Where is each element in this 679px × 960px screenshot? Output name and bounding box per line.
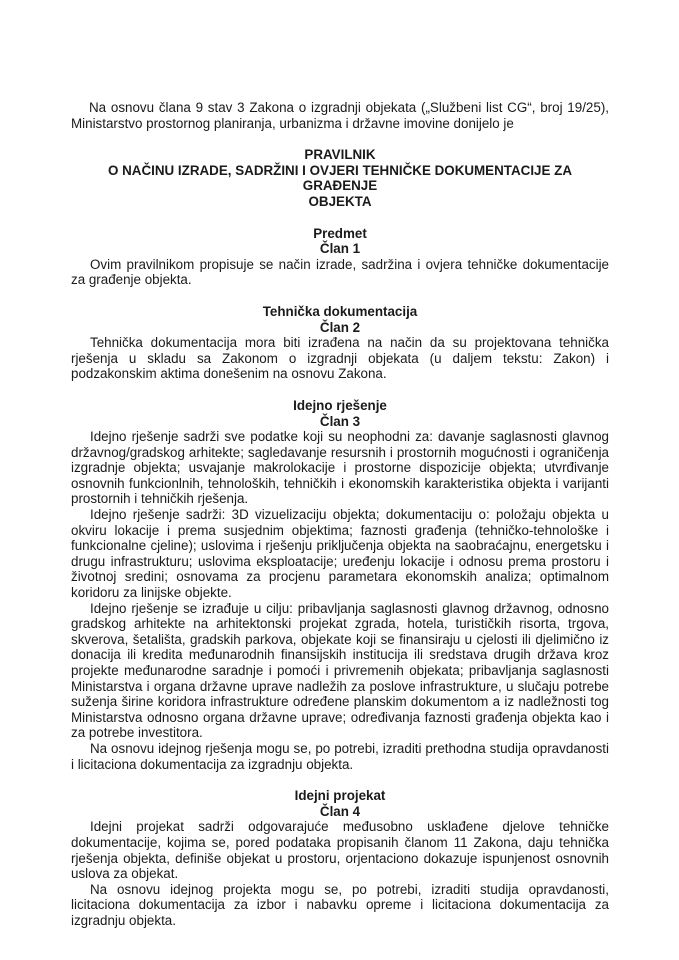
section-heading: Idejni projekat [294,788,386,804]
title-line: OBJEKTA [308,193,372,209]
paragraph: Tehnička dokumentacija mora biti izrađena na način da su projektovana tehnička rješenja u skladu sa Zakonom o izgradnji objekata (u daljem tekstu: Zakon) i podzakonskim aktima donešenim na osnovu Zakona. [71,335,609,382]
paragraph: Idejno rješenje sadrži sve podatke koji su neophodni za: davanje saglasnosti glavnog državnog/gradskog arhitekte; sagledavanje resursnih i prostornih mogućnosti i ograničenja izgradnje objekta; usvajanje makrolokacije i prostorne dispozicije objekta; utvrđivanje osnovnih funkcionlnih, tehnoloških, tehničkih i ekonomskih karakteristika objekta i varijanti prostornih i tehničkih rješenja. [71,429,609,507]
preamble: Na osnovu člana 9 stav 3 Zakona o izgradnji objekata („Službeni list CG“, broj 19/25), Ministarstvo prostornog planiranja, urbanizma i državne imovine donijelo je [71,100,609,131]
title-line: O NAČINU IZRADE, SADRŽINI I OVJERI TEHNIČKE DOKUMENTACIJE ZA GRAĐENJE [108,162,572,194]
section-idejni-projekat [71,788,609,928]
section-predmet [71,226,609,288]
article-number: Član 3 [319,413,361,429]
paragraph: Na osnovu idejnog projekta mogu se, po potrebi, izraditi studija opravdanosti, licitaciona dokumentacija za izbor i nabavku opreme i licitaciona dokumentacija za izgradnju objekta. [71,881,609,928]
title-line: PRAVILNIK [304,147,376,163]
document-page [71,100,609,929]
paragraph: Idejno rješenje se izrađuje u cilju: pribavljanja saglasnosti glavnog državnog, odnosno gradskog arhitekte na arhitektonski projekat zgrada, hotela, turističkih risorta, trgova, skverova, šetališta, gradskih parkova, objekate koji se finansiraju u cjelosti ili djelimično iz donacija ili kredita međunarodnih finansijskih institucija ili sredstava drugih država kroz projekte međunarodne saradnje i pomoći i privremenih objekata; pribavljanja saglasnosti Ministarstva i organa državne uprave nadležih za poslove infrastrukture, u slučaju potrebe suženja širine koridora infrastrukture određene planskim dokumentom a iz nadležnosti tog Ministarstva odnosno organa državne uprave; određivanja faznosti građenja objekta kao i za potrebe investitora. [71,600,609,741]
section-idejno-rjesenje [71,398,609,772]
article-number: Član 1 [319,241,361,257]
article-number: Član 2 [319,319,361,335]
paragraph: Ovim pravilnikom propisuje se način izrade, sadržina i ovjera tehničke dokumentacije za građenje objekta. [71,256,609,288]
section-heading: Idejno rješenje [293,397,387,413]
paragraph: Na osnovu idejnog rješenja mogu se, po potrebi, izraditi prethodna studija opravdanosti i licitaciona dokumentacija za izgradnju objekta. [71,740,609,772]
article-number: Član 4 [319,803,361,819]
paragraph: Idejni projekat sadrži odgovarajuće međusobno usklađene djelove tehničke dokumentacije, kojima se, pored podataka propisanih članom 11 Zakona, daju tehnička rješenja objekta, definiše objekat u prostoru, orjentaciono dokazuje ispunjenost osnovnih uslova za objekat. [71,819,609,882]
paragraph: Idejno rješenje sadrži: 3D vizuelizaciju objekta; dokumentaciju o: položaju objekta u okviru lokacije i prema susjednim objektima; faznosti građenja (tehničko-tehnološke i funkcionalne cjeline); uslovima i rješenju priključenja objekta na saobraćajnu, energetsku i drugu infrastrukturu; uslovima eksploatacije; uređenju lokacije i odnosu prema prostoru i životnoj sredini; osnovama za procjenu parametara ekonomskih analiza; optimalnom koridoru za linijske objekte. [71,507,609,601]
section-heading: Tehnička dokumentacija [262,303,418,319]
document-title [71,147,609,209]
section-heading: Predmet [313,225,367,241]
section-tehnicka-dokumentacija [71,304,609,382]
